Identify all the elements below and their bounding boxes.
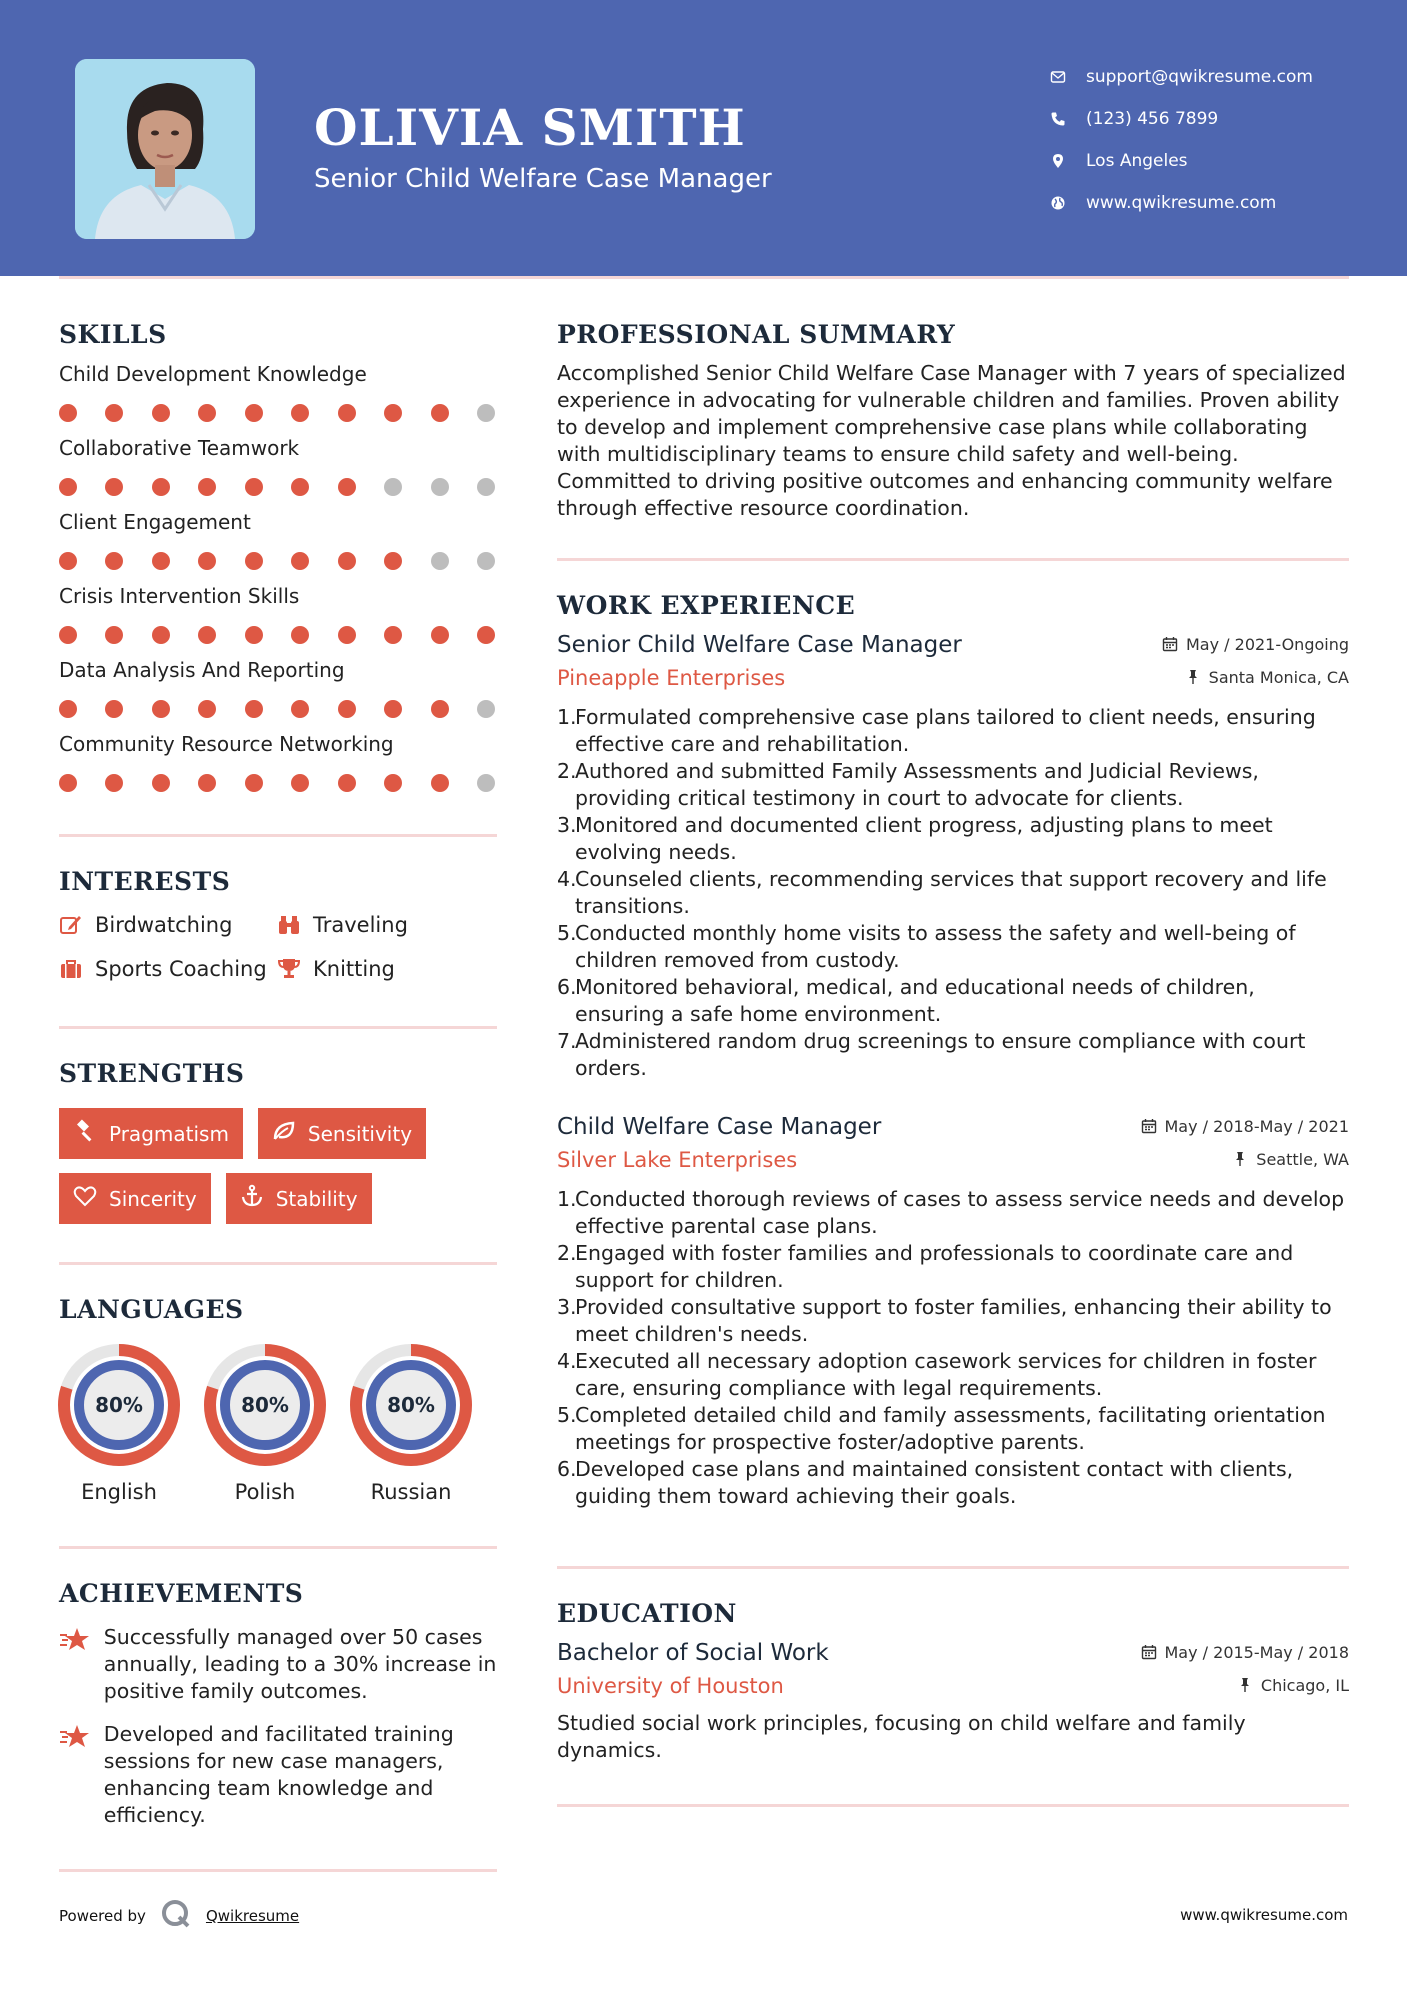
- achievements-list: [59, 1624, 497, 1829]
- list-item-text: Developed case plans and maintained consistent contact with clients, guiding them toward achieving their goals.: [575, 1457, 1294, 1508]
- rating-dot: [291, 552, 309, 570]
- language-ring: [58, 1344, 180, 1466]
- rating-dot: [477, 626, 495, 644]
- rating-dot: [59, 626, 77, 644]
- list-item: 4. Counseled clients, recommending services that support recovery and life transitions.: [557, 866, 1349, 920]
- rating-dot: [105, 700, 123, 718]
- language-item: [205, 1344, 325, 1504]
- list-item-text: Executed all necessary adoption casework services for children in foster care, ensuring compliance with legal requirements.: [575, 1349, 1317, 1400]
- list-item: 4. Executed all necessary adoption casework services for children in foster care, ensuring compliance with legal requirements.: [557, 1348, 1349, 1402]
- language-item: [351, 1344, 471, 1504]
- list-item-text: Completed detailed child and family assessments, facilitating orientation meetings for prospective foster/adoptive parents.: [575, 1403, 1326, 1454]
- rating-dot: [245, 626, 263, 644]
- rating-dot: [384, 700, 402, 718]
- pushpin-icon: [1232, 1151, 1248, 1167]
- rating-dot: [431, 404, 449, 422]
- rating-dot: [198, 626, 216, 644]
- strengths-list: [59, 1108, 497, 1224]
- contact-list: [1050, 56, 1390, 224]
- rating-dot: [477, 478, 495, 496]
- rating-dot: [59, 700, 77, 718]
- list-item: 6. Monitored behavioral, medical, and educational needs of children, ensuring a safe home environment.: [557, 974, 1349, 1028]
- rating-dot: [152, 404, 170, 422]
- interest-label: Birdwatching: [95, 913, 233, 937]
- list-item: 2. Authored and submitted Family Assessments and Judicial Reviews, providing critical testimony in court to advocate for clients.: [557, 758, 1349, 812]
- skill-name: Collaborative Teamwork: [59, 436, 300, 460]
- contact-phone[interactable]: [1050, 98, 1390, 140]
- gavel-icon: [73, 1119, 97, 1148]
- skill-rating: [59, 552, 495, 570]
- job-location: [1185, 668, 1349, 687]
- rating-dot: [59, 478, 77, 496]
- strength-tag: [59, 1108, 243, 1159]
- interest-label: Sports Coaching: [95, 957, 267, 981]
- rating-dot: [105, 774, 123, 792]
- skill-item: [59, 732, 497, 792]
- strength-tag: [59, 1173, 211, 1224]
- leaf-icon: [272, 1119, 296, 1148]
- heart-icon: [73, 1184, 97, 1213]
- skill-name: Child Development Knowledge: [59, 362, 367, 386]
- education-entry: [557, 1640, 1349, 1764]
- education-dates: [1141, 1643, 1350, 1662]
- language-ring: [204, 1344, 326, 1466]
- job-dates-text: May / 2018-May / 2021: [1164, 1116, 1349, 1136]
- binoculars-icon: [277, 913, 313, 937]
- skill-item: [59, 658, 497, 718]
- list-item: 1. Conducted thorough reviews of cases to assess service needs and develop effective parental case plans.: [557, 1186, 1349, 1240]
- education-dates-text: May / 2015-May / 2018: [1164, 1642, 1349, 1662]
- rating-dot: [245, 552, 263, 570]
- strength-label: Pragmatism: [109, 1121, 229, 1146]
- achievement-item: [59, 1624, 497, 1705]
- rating-dot: [198, 552, 216, 570]
- rating-dot: [477, 700, 495, 718]
- skill-name: Crisis Intervention Skills: [59, 584, 300, 608]
- rating-dot: [198, 700, 216, 718]
- pushpin-icon: [1185, 669, 1201, 685]
- rating-dot: [245, 700, 263, 718]
- rating-dot: [291, 774, 309, 792]
- achievement-text: Successfully managed over 50 cases annually, leading to a 30% increase in positive family outcomes.: [103, 1625, 497, 1703]
- contact-email-text: support@qwikresume.com: [1086, 67, 1313, 87]
- experience-heading: WORK EXPERIENCE: [557, 591, 856, 620]
- rating-dot: [431, 700, 449, 718]
- skill-rating: [59, 478, 495, 496]
- rating-dot: [338, 404, 356, 422]
- job-location: [1232, 1150, 1349, 1169]
- interests-list: [59, 912, 497, 982]
- calendar-icon: [1162, 636, 1178, 652]
- skill-rating: [59, 404, 495, 422]
- brand-link[interactable]: Qwikresume: [205, 1907, 300, 1925]
- skill-name: Data Analysis And Reporting: [59, 658, 345, 682]
- skill-item: [59, 510, 497, 570]
- interests-heading: INTERESTS: [59, 867, 231, 896]
- star-icon: [59, 1624, 104, 1705]
- rating-dot: [384, 552, 402, 570]
- section-divider: [557, 558, 1349, 561]
- summary-text: Accomplished Senior Child Welfare Case Manager with 7 years of specialized experience in advocating for vulnerable children and families. Proven ability to develop and implement comprehensive case plans while collaborating with multidisciplinary teams to ensure child safety and well-being. Committed to driving positive outcomes and enhancing community welfare through effective resource coordination.: [557, 361, 1346, 520]
- profile-photo: [75, 59, 255, 239]
- school-name: University of Houston: [557, 1674, 784, 1698]
- rating-dot: [152, 478, 170, 496]
- qwikresume-logo-icon: [160, 1898, 192, 1934]
- rating-dot: [477, 404, 495, 422]
- rating-dot: [152, 774, 170, 792]
- list-item: 2. Engaged with foster families and professionals to coordinate care and support for children.: [557, 1240, 1349, 1294]
- rating-dot: [198, 774, 216, 792]
- language-percent: 80%: [241, 1393, 289, 1417]
- rating-dot: [338, 552, 356, 570]
- contact-location-text: Los Angeles: [1086, 151, 1188, 171]
- skill-item: [59, 584, 497, 644]
- rating-dot: [431, 478, 449, 496]
- language-ring: [350, 1344, 472, 1466]
- candidate-name: OLIVIA SMITH: [314, 98, 746, 157]
- list-item-text: Provided consultative support to foster families, enhancing their ability to meet children's needs.: [575, 1295, 1332, 1346]
- job-responsibilities: [557, 1186, 1349, 1510]
- rating-dot: [338, 700, 356, 718]
- list-item-text: Counseled clients, recommending services that support recovery and life transitions.: [575, 867, 1327, 918]
- skill-rating: [59, 774, 495, 792]
- list-item-text: Engaged with foster families and professionals to coordinate care and support for children.: [575, 1241, 1294, 1292]
- contact-website-text: www.qwikresume.com: [1086, 193, 1277, 213]
- company-name: Silver Lake Enterprises: [557, 1148, 798, 1172]
- list-item: 7. Administered random drug screenings to ensure compliance with court orders.: [557, 1028, 1349, 1082]
- list-item-text: Monitored and documented client progress, adjusting plans to meet evolving needs.: [575, 813, 1273, 864]
- job-responsibilities: [557, 704, 1349, 1082]
- job-title: Senior Child Welfare Case Manager: [557, 632, 962, 658]
- candidate-title: Senior Child Welfare Case Manager: [314, 164, 772, 194]
- section-divider: [59, 1869, 497, 1872]
- rating-dot: [105, 478, 123, 496]
- section-divider: [59, 834, 497, 837]
- contact-location: [1050, 140, 1390, 182]
- section-divider: [557, 1566, 1349, 1569]
- list-item-text: Conducted monthly home visits to assess the safety and well-being of children removed from custody.: [575, 921, 1296, 972]
- skill-name: Community Resource Networking: [59, 732, 394, 756]
- education-heading: EDUCATION: [557, 1599, 737, 1628]
- list-item: 1. Formulated comprehensive case plans tailored to client needs, ensuring effective care and rehabilitation.: [557, 704, 1349, 758]
- strengths-heading: STRENGTHS: [59, 1059, 245, 1088]
- rating-dot: [245, 404, 263, 422]
- anchor-icon: [240, 1184, 264, 1213]
- rating-dot: [105, 552, 123, 570]
- footer-url[interactable]: www.qwikresume.com: [1180, 1906, 1348, 1924]
- job-title: Child Welfare Case Manager: [557, 1114, 882, 1140]
- rating-dot: [152, 552, 170, 570]
- contact-phone-text: (123) 456 7899: [1086, 109, 1219, 129]
- company-name: Pineapple Enterprises: [557, 666, 786, 690]
- job-dates-text: May / 2021-Ongoing: [1186, 634, 1349, 654]
- rating-dot: [431, 552, 449, 570]
- language-item: [59, 1344, 179, 1504]
- job-location-text: Santa Monica, CA: [1208, 667, 1349, 687]
- rating-dot: [59, 404, 77, 422]
- rating-dot: [431, 774, 449, 792]
- globe-icon: [1050, 195, 1086, 211]
- job-location-text: Seattle, WA: [1256, 1149, 1349, 1169]
- list-item-text: Administered random drug screenings to ensure compliance with court orders.: [575, 1029, 1306, 1080]
- rating-dot: [477, 774, 495, 792]
- job-dates: [1141, 1117, 1350, 1136]
- phone-icon: [1050, 111, 1086, 127]
- rating-dot: [431, 626, 449, 644]
- powered-by-label: Powered by: [59, 1907, 146, 1925]
- rating-dot: [384, 774, 402, 792]
- rating-dot: [105, 626, 123, 644]
- list-item: 5. Completed detailed child and family assessments, facilitating orientation meetings for prospective foster/adoptive parents.: [557, 1402, 1349, 1456]
- skill-rating: [59, 700, 495, 718]
- rating-dot: [198, 478, 216, 496]
- language-name: English: [81, 1480, 157, 1504]
- rating-dot: [105, 404, 123, 422]
- language-percent: 80%: [387, 1393, 435, 1417]
- list-item: 6. Developed case plans and maintained consistent contact with clients, guiding them toward achieving their goals.: [557, 1456, 1349, 1510]
- strength-label: Sensitivity: [307, 1121, 413, 1146]
- rating-dot: [384, 404, 402, 422]
- job-dates: [1162, 635, 1349, 654]
- interest-item: [59, 912, 277, 938]
- rating-dot: [291, 478, 309, 496]
- job-entry: [557, 1114, 1349, 1510]
- strength-label: Sincerity: [109, 1186, 197, 1211]
- contact-website[interactable]: [1050, 182, 1390, 224]
- skill-item: [59, 362, 497, 422]
- rating-dot: [59, 552, 77, 570]
- pushpin-icon: [1237, 1677, 1253, 1693]
- education-description: Studied social work principles, focusing on child welfare and family dynamics.: [557, 1711, 1246, 1762]
- strength-tag: [258, 1108, 426, 1159]
- language-name: Russian: [370, 1480, 452, 1504]
- skills-heading: SKILLS: [59, 320, 167, 349]
- list-item: 3. Monitored and documented client progress, adjusting plans to meet evolving needs.: [557, 812, 1349, 866]
- strength-tag: [226, 1173, 372, 1224]
- interest-label: Traveling: [313, 913, 408, 937]
- achievement-text: Developed and facilitated training sessions for new case managers, enhancing team knowledge and efficiency.: [103, 1722, 454, 1827]
- language-name: Polish: [234, 1480, 296, 1504]
- skill-name: Client Engagement: [59, 510, 251, 534]
- education-location: [1237, 1676, 1349, 1695]
- contact-email[interactable]: [1050, 56, 1390, 98]
- languages-heading: LANGUAGES: [59, 1295, 244, 1324]
- language-percent: 80%: [95, 1393, 143, 1417]
- rating-dot: [245, 478, 263, 496]
- list-item-text: Authored and submitted Family Assessments and Judicial Reviews, providing critical testimony in court to advocate for clients.: [575, 759, 1259, 810]
- section-divider: [59, 1546, 497, 1549]
- rating-dot: [291, 404, 309, 422]
- left-column: [59, 320, 497, 1872]
- skill-rating: [59, 626, 495, 644]
- section-divider: [557, 1804, 1349, 1807]
- rating-dot: [338, 478, 356, 496]
- interest-label: Knitting: [313, 957, 395, 981]
- interest-item: [59, 956, 277, 982]
- rating-dot: [477, 552, 495, 570]
- skills-list: [59, 362, 497, 792]
- star-icon: [59, 1721, 104, 1829]
- summary-heading: PROFESSIONAL SUMMARY: [557, 320, 956, 349]
- rating-dot: [291, 626, 309, 644]
- rating-dot: [152, 700, 170, 718]
- section-divider: [59, 1026, 497, 1029]
- pencil-edit-icon: [59, 913, 95, 937]
- rating-dot: [152, 626, 170, 644]
- degree-title: Bachelor of Social Work: [557, 1640, 829, 1666]
- location-pin-icon: [1050, 153, 1086, 169]
- calendar-icon: [1141, 1644, 1157, 1660]
- list-item-text: Conducted thorough reviews of cases to assess service needs and develop effective parental case plans.: [575, 1187, 1345, 1238]
- rating-dot: [384, 626, 402, 644]
- briefcase-icon: [59, 957, 95, 981]
- rating-dot: [245, 774, 263, 792]
- trophy-icon: [277, 957, 313, 981]
- rating-dot: [291, 700, 309, 718]
- header-divider: [59, 276, 1349, 279]
- list-item: 5. Conducted monthly home visits to assess the safety and well-being of children removed from custody.: [557, 920, 1349, 974]
- footer-powered-by: [59, 1898, 299, 1934]
- rating-dot: [338, 626, 356, 644]
- email-icon: [1050, 69, 1086, 85]
- achievement-item: [59, 1721, 497, 1829]
- achievements-heading: ACHIEVEMENTS: [59, 1579, 304, 1608]
- rating-dot: [198, 404, 216, 422]
- job-entry: [557, 632, 1349, 1082]
- list-item-text: Monitored behavioral, medical, and educational needs of children, ensuring a safe home environment.: [575, 975, 1255, 1026]
- rating-dot: [384, 478, 402, 496]
- resume-header: [0, 0, 1407, 276]
- strength-label: Stability: [275, 1186, 358, 1211]
- skill-item: [59, 436, 497, 496]
- section-divider: [59, 1262, 497, 1265]
- languages-list: [59, 1344, 497, 1504]
- interest-item: [277, 912, 497, 938]
- education-location-text: Chicago, IL: [1260, 1675, 1349, 1695]
- interest-item: [277, 956, 497, 982]
- rating-dot: [59, 774, 77, 792]
- list-item: 3. Provided consultative support to foster families, enhancing their ability to meet children's needs.: [557, 1294, 1349, 1348]
- calendar-icon: [1141, 1118, 1157, 1134]
- right-column: [557, 320, 1349, 1807]
- list-item-text: Formulated comprehensive case plans tailored to client needs, ensuring effective care and rehabilitation.: [575, 705, 1316, 756]
- rating-dot: [338, 774, 356, 792]
